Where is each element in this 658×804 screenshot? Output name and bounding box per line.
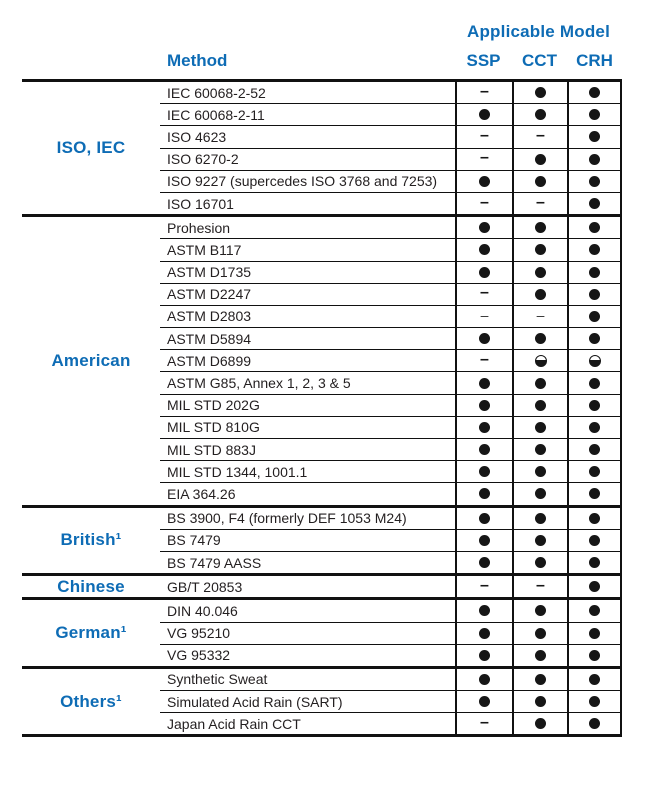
method-cell: MIL STD 810G: [167, 419, 260, 436]
ssp-cell: [455, 262, 512, 283]
method-cell: Prohesion: [167, 219, 231, 236]
dot-icon: [589, 87, 600, 98]
crh-cell: [567, 645, 622, 666]
crh-cell: [567, 104, 622, 125]
ssp-cell: [455, 552, 512, 573]
crh-cell: [567, 306, 622, 327]
category-label: American: [51, 350, 131, 370]
dot-icon: [589, 535, 600, 546]
ssp-cell: [455, 508, 512, 529]
dash-icon: –: [536, 126, 545, 144]
method-cell: Japan Acid Rain CCT: [167, 715, 301, 732]
dash-icon: –: [480, 193, 489, 211]
method-cell: ASTM D2803: [167, 308, 252, 325]
dot-icon: [535, 176, 546, 187]
crh-cell: [567, 395, 622, 416]
ssp-cell: [455, 193, 512, 214]
section-rows: [160, 669, 622, 735]
crh-cell: [567, 193, 622, 214]
dash-icon: –: [536, 193, 545, 211]
section-rows: [160, 600, 622, 666]
table-row: [160, 238, 622, 260]
crh-cell: [567, 576, 622, 597]
cct-cell: [512, 193, 567, 214]
section-rows: [160, 82, 622, 214]
dot-icon: [535, 628, 546, 639]
dot-icon: [589, 696, 600, 707]
dot-icon: [535, 466, 546, 477]
category-cell: [22, 217, 160, 504]
table-row: [160, 482, 622, 504]
table-section: [22, 505, 622, 574]
cct-cell: [512, 669, 567, 690]
table-row: [160, 529, 622, 551]
dash-icon: –: [480, 149, 489, 167]
table-row: [160, 217, 622, 238]
ssp-cell: [455, 461, 512, 482]
crh-cell: [567, 126, 622, 147]
dot-icon: [535, 535, 546, 546]
dot-icon: [589, 557, 600, 568]
ssp-cell: [455, 239, 512, 260]
dot-icon: [589, 378, 600, 389]
table-row: [160, 170, 622, 192]
half-circle-icon: [535, 355, 547, 367]
dot-icon: [589, 333, 600, 344]
method-cell: ASTM G85, Annex 1, 2, 3 & 5: [167, 375, 351, 392]
dot-icon: [535, 289, 546, 300]
dot-icon: [535, 378, 546, 389]
table-row: [160, 349, 622, 371]
category-label: Chinese: [57, 576, 125, 596]
category-cell: [22, 576, 160, 597]
table-row: [160, 103, 622, 125]
table-row: [160, 125, 622, 147]
table-row: [160, 576, 622, 597]
method-column-header: Method: [167, 51, 228, 70]
category-cell: [22, 82, 160, 214]
dot-icon: [589, 131, 600, 142]
method-cell: ISO 4623: [167, 128, 227, 145]
table-row: [160, 394, 622, 416]
ssp-cell: [455, 284, 512, 305]
method-cell: ISO 9227 (supercedes ISO 3768 and 7253): [167, 173, 438, 190]
method-cell: DIN 40.046: [167, 602, 238, 619]
ssp-cell: [455, 645, 512, 666]
cct-cell: [512, 82, 567, 103]
applicable-model-header: Applicable Model: [467, 22, 610, 41]
dot-icon: [535, 222, 546, 233]
dot-icon: [589, 650, 600, 661]
dot-icon: [589, 176, 600, 187]
dot-icon: [589, 109, 600, 120]
method-cell: Synthetic Sweat: [167, 671, 268, 688]
table-row: [160, 690, 622, 712]
crh-cell: [567, 328, 622, 349]
dash-icon: –: [480, 126, 489, 144]
dot-icon: [535, 696, 546, 707]
crh-cell: [567, 691, 622, 712]
method-cell: MIL STD 1344, 1001.1: [167, 463, 308, 480]
section-rows: [160, 217, 622, 504]
dot-icon: [479, 244, 490, 255]
ssp-cell: [455, 149, 512, 170]
applicable-model-table: [22, 22, 622, 737]
dot-icon: [479, 400, 490, 411]
cct-cell: [512, 530, 567, 551]
dot-icon: [535, 267, 546, 278]
cct-cell: [512, 126, 567, 147]
table-row: [160, 192, 622, 214]
cct-cell: [512, 691, 567, 712]
ssp-cell: [455, 306, 512, 327]
dot-icon: [535, 154, 546, 165]
section-rows: [160, 508, 622, 574]
dot-icon: [589, 605, 600, 616]
table-section: [22, 597, 622, 666]
method-cell: BS 7479: [167, 532, 221, 549]
ssp-cell: [455, 395, 512, 416]
dot-icon: [479, 513, 490, 524]
crh-cell: [567, 439, 622, 460]
method-cell: BS 3900, F4 (formerly DEF 1053 M24): [167, 510, 407, 527]
ssp-cell: [455, 483, 512, 504]
crh-cell: [567, 149, 622, 170]
dot-icon: [479, 267, 490, 278]
cct-cell: [512, 461, 567, 482]
column-header-crh: CRH: [576, 51, 613, 70]
table-section: [22, 573, 622, 597]
table-row: [160, 438, 622, 460]
cct-cell: [512, 439, 567, 460]
cct-cell: [512, 395, 567, 416]
cct-cell: [512, 417, 567, 438]
category-label: German¹: [55, 623, 127, 643]
ssp-cell: [455, 713, 512, 734]
table-row: [160, 305, 622, 327]
section-rows: [160, 576, 622, 597]
cct-cell: [512, 350, 567, 371]
method-cell: ASTM D5894: [167, 330, 252, 347]
method-cell: MIL STD 202G: [167, 397, 260, 414]
dot-icon: [589, 154, 600, 165]
dot-icon: [535, 87, 546, 98]
dot-icon: [479, 696, 490, 707]
crh-cell: [567, 530, 622, 551]
dot-icon: [535, 718, 546, 729]
cct-cell: [512, 306, 567, 327]
dot-icon: [535, 650, 546, 661]
crh-cell: [567, 417, 622, 438]
dash-icon: –: [536, 576, 545, 594]
ssp-cell: [455, 439, 512, 460]
dot-icon: [589, 444, 600, 455]
ssp-cell: [455, 372, 512, 393]
cct-cell: [512, 645, 567, 666]
ssp-cell: [455, 417, 512, 438]
ssp-cell: [455, 600, 512, 621]
ssp-cell: [455, 126, 512, 147]
ssp-cell: [455, 530, 512, 551]
ssp-cell: [455, 669, 512, 690]
cct-cell: [512, 576, 567, 597]
crh-cell: [567, 623, 622, 644]
method-cell: VG 95332: [167, 647, 231, 664]
method-cell: ASTM D2247: [167, 286, 252, 303]
cct-cell: [512, 372, 567, 393]
table-row: [160, 622, 622, 644]
dot-icon: [589, 488, 600, 499]
dash-icon: –: [480, 576, 489, 594]
method-cell: BS 7479 AASS: [167, 554, 262, 571]
crh-cell: [567, 552, 622, 573]
table-section: [22, 214, 622, 504]
cct-cell: [512, 217, 567, 238]
crh-cell: [567, 372, 622, 393]
table-row: [160, 327, 622, 349]
cct-cell: [512, 171, 567, 192]
dash-icon: –: [480, 713, 489, 731]
dot-icon: [479, 650, 490, 661]
ssp-cell: [455, 576, 512, 597]
dot-icon: [535, 244, 546, 255]
table-header: [22, 22, 622, 79]
method-cell: MIL STD 883J: [167, 441, 256, 458]
crh-cell: [567, 239, 622, 260]
crh-cell: [567, 284, 622, 305]
dot-icon: [479, 605, 490, 616]
dash-icon: –: [480, 350, 489, 368]
cct-cell: [512, 713, 567, 734]
dot-icon: [479, 557, 490, 568]
table-body: [22, 79, 622, 737]
column-header-ssp: SSP: [466, 51, 501, 70]
table-row: [160, 371, 622, 393]
ssp-cell: [455, 623, 512, 644]
dash-icon: –: [536, 307, 545, 324]
table-row: [160, 460, 622, 482]
dot-icon: [479, 333, 490, 344]
dot-icon: [479, 444, 490, 455]
table-row: [160, 600, 622, 621]
method-cell: ISO 16701: [167, 195, 234, 212]
dot-icon: [535, 605, 546, 616]
dot-icon: [535, 488, 546, 499]
category-label: ISO, IEC: [56, 138, 126, 158]
cct-cell: [512, 104, 567, 125]
table-row: [160, 644, 622, 666]
dot-icon: [589, 244, 600, 255]
table-row: [160, 82, 622, 103]
dot-icon: [479, 488, 490, 499]
crh-cell: [567, 483, 622, 504]
cct-cell: [512, 508, 567, 529]
category-label: Others¹: [60, 691, 122, 711]
dot-icon: [535, 109, 546, 120]
cct-cell: [512, 328, 567, 349]
table-row: [160, 148, 622, 170]
crh-cell: [567, 461, 622, 482]
table-section: [22, 666, 622, 735]
dot-icon: [479, 466, 490, 477]
half-circle-icon: [589, 355, 601, 367]
method-cell: IEC 60068-2-52: [167, 84, 266, 101]
cct-cell: [512, 149, 567, 170]
cct-cell: [512, 483, 567, 504]
crh-cell: [567, 669, 622, 690]
dot-icon: [589, 422, 600, 433]
dot-icon: [589, 466, 600, 477]
table-section: [22, 79, 622, 214]
dot-icon: [589, 289, 600, 300]
dot-icon: [479, 222, 490, 233]
ssp-cell: [455, 350, 512, 371]
dot-icon: [479, 422, 490, 433]
dot-icon: [589, 267, 600, 278]
crh-cell: [567, 350, 622, 371]
cct-cell: [512, 284, 567, 305]
table-row: [160, 261, 622, 283]
dot-icon: [589, 718, 600, 729]
dot-icon: [479, 674, 490, 685]
crh-cell: [567, 508, 622, 529]
ssp-cell: [455, 328, 512, 349]
table-row: [160, 669, 622, 690]
method-cell: ASTM D6899: [167, 352, 252, 369]
method-cell: ASTM B117: [167, 241, 242, 258]
method-cell: EIA 364.26: [167, 485, 236, 502]
category-cell: [22, 508, 160, 574]
table-row: [160, 551, 622, 573]
dash-icon: –: [480, 82, 489, 100]
dot-icon: [535, 444, 546, 455]
table-row: [160, 283, 622, 305]
cct-cell: [512, 600, 567, 621]
dot-icon: [535, 557, 546, 568]
dash-icon: –: [480, 307, 489, 324]
dot-icon: [479, 176, 490, 187]
dot-icon: [479, 535, 490, 546]
dot-icon: [535, 674, 546, 685]
crh-cell: [567, 82, 622, 103]
dot-icon: [589, 198, 600, 209]
crh-cell: [567, 262, 622, 283]
dot-icon: [535, 513, 546, 524]
cct-cell: [512, 262, 567, 283]
dot-icon: [589, 628, 600, 639]
crh-cell: [567, 713, 622, 734]
method-cell: GB/T 20853: [167, 578, 243, 595]
method-cell: VG 95210: [167, 625, 231, 642]
table-row: [160, 508, 622, 529]
category-cell: [22, 669, 160, 735]
dot-icon: [589, 400, 600, 411]
dot-icon: [479, 378, 490, 389]
crh-cell: [567, 171, 622, 192]
ssp-cell: [455, 691, 512, 712]
cct-cell: [512, 552, 567, 573]
column-header-cct: CCT: [522, 51, 557, 70]
table-row: [160, 416, 622, 438]
ssp-cell: [455, 217, 512, 238]
method-cell: Simulated Acid Rain (SART): [167, 693, 343, 710]
category-label: British¹: [60, 530, 122, 550]
dash-icon: –: [480, 284, 489, 302]
cct-cell: [512, 623, 567, 644]
dot-icon: [535, 422, 546, 433]
dot-icon: [535, 333, 546, 344]
dot-icon: [589, 513, 600, 524]
crh-cell: [567, 217, 622, 238]
dot-icon: [589, 311, 600, 322]
dot-icon: [589, 581, 600, 592]
dot-icon: [479, 628, 490, 639]
dot-icon: [479, 109, 490, 120]
dot-icon: [589, 674, 600, 685]
ssp-cell: [455, 82, 512, 103]
crh-cell: [567, 600, 622, 621]
category-cell: [22, 600, 160, 666]
method-cell: IEC 60068-2-11: [167, 106, 265, 123]
method-cell: ISO 6270-2: [167, 151, 239, 168]
dot-icon: [589, 222, 600, 233]
ssp-cell: [455, 171, 512, 192]
method-cell: ASTM D1735: [167, 264, 252, 281]
dot-icon: [535, 400, 546, 411]
cct-cell: [512, 239, 567, 260]
table-row: [160, 712, 622, 734]
ssp-cell: [455, 104, 512, 125]
